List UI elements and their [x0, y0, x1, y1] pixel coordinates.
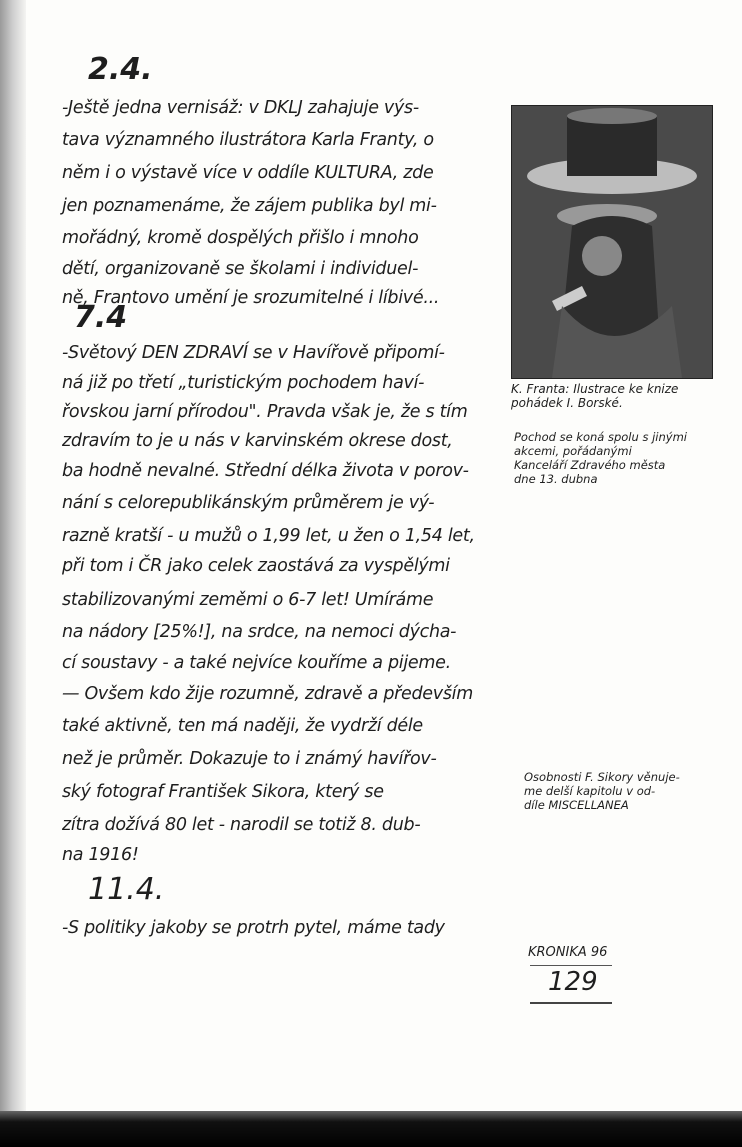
handwritten-line: něm i o výstavě více v oddíle KULTURA, zde — [62, 163, 434, 183]
handwritten-line: řovskou jarní přírodou". Pravda však je, že s tím — [62, 402, 468, 422]
handwritten-line: cí soustavy - a také nejvíce kouříme a pijeme. — [62, 653, 451, 673]
page-number: 129 — [548, 967, 598, 997]
note-line: Pochod se koná spolu s jinými — [514, 430, 687, 444]
chronicle-label: KRONIKA 96 — [528, 945, 608, 960]
handwritten-line: stabilizovanými zeměmi o 6-7 let! Umíráme — [62, 590, 434, 610]
handwritten-line: tava významného ilustrátora Karla Franty, o — [62, 130, 434, 150]
handwritten-line: na 1916! — [62, 845, 139, 865]
margin-note-sikora — [524, 770, 680, 812]
handwritten-line: — Ovšem kdo žije rozumně, zdravě a především — [62, 684, 473, 704]
entry-date: 7.4 — [74, 300, 128, 335]
handwritten-line: také aktivně, ten má naději, že vydrží déle — [62, 716, 423, 736]
handwritten-line: mořádný, kromě dospělých přišlo i mnoho — [62, 228, 419, 248]
handwritten-line: na nádory [25%!], na srdce, na nemoci dýcha- — [62, 622, 457, 642]
note-line: akcemi, pořádanými — [514, 444, 632, 458]
handwritten-line: ský fotograf František Sikora, který se — [62, 782, 384, 802]
caption-line: pohádek I. Borské. — [511, 396, 623, 410]
note-line: Osobnosti F. Sikory věnuje- — [524, 770, 680, 784]
handwritten-line: než je průměr. Dokazuje to i známý havířov- — [62, 749, 437, 769]
handwritten-line: -Světový DEN ZDRAVÍ se v Havířově připomí- — [62, 343, 445, 363]
handwritten-line: při tom i ČR jako celek zaostává za vyspělými — [62, 556, 450, 576]
handwritten-line: ba hodně nevalné. Střední délka života v porov- — [62, 461, 469, 481]
handwritten-line: razně kratší - u mužů o 1,99 let, u žen o 1,54 let, — [62, 526, 475, 546]
handwritten-line: nání s celorepublikánským průměrem je vý- — [62, 493, 435, 513]
handwritten-line: ně, Frantovo umění je srozumitelné i líbivé... — [62, 288, 440, 308]
handwritten-line: -Ještě jedna vernisáž: v DKLJ zahajuje výs- — [62, 98, 419, 118]
handwritten-line: zítra dožívá 80 let - narodil se totiž 8. dub- — [62, 815, 421, 835]
entry-date: 11.4. — [88, 872, 165, 907]
book-binding-shadow — [0, 0, 26, 1147]
margin-note-pochod — [514, 430, 687, 486]
note-line: me delší kapitolu v od- — [524, 784, 656, 798]
handwritten-line: zdravím to je u nás v karvinském okrese dost, — [62, 431, 453, 451]
handwritten-line: dětí, organizovaně se školami i individuel- — [62, 259, 419, 279]
note-line: dne 13. dubna — [514, 472, 598, 486]
note-line: Kanceláří Zdravého města — [514, 458, 666, 472]
scan-bottom-edge — [0, 1111, 742, 1147]
handwritten-line: ná již po třetí „turistickým pochodem haví- — [62, 373, 425, 393]
note-line: díle MISCELLANEA — [524, 798, 629, 812]
entry-date: 2.4. — [88, 52, 153, 87]
caption-line: K. Franta: Ilustrace ke knize — [511, 382, 679, 396]
illustration-caption — [511, 382, 678, 410]
illustration-image — [511, 105, 713, 379]
handwritten-line: -S politiky jakoby se protrh pytel, máme tady — [62, 918, 445, 938]
handwritten-line: jen poznamenáme, že zájem publika byl mi- — [62, 196, 437, 216]
